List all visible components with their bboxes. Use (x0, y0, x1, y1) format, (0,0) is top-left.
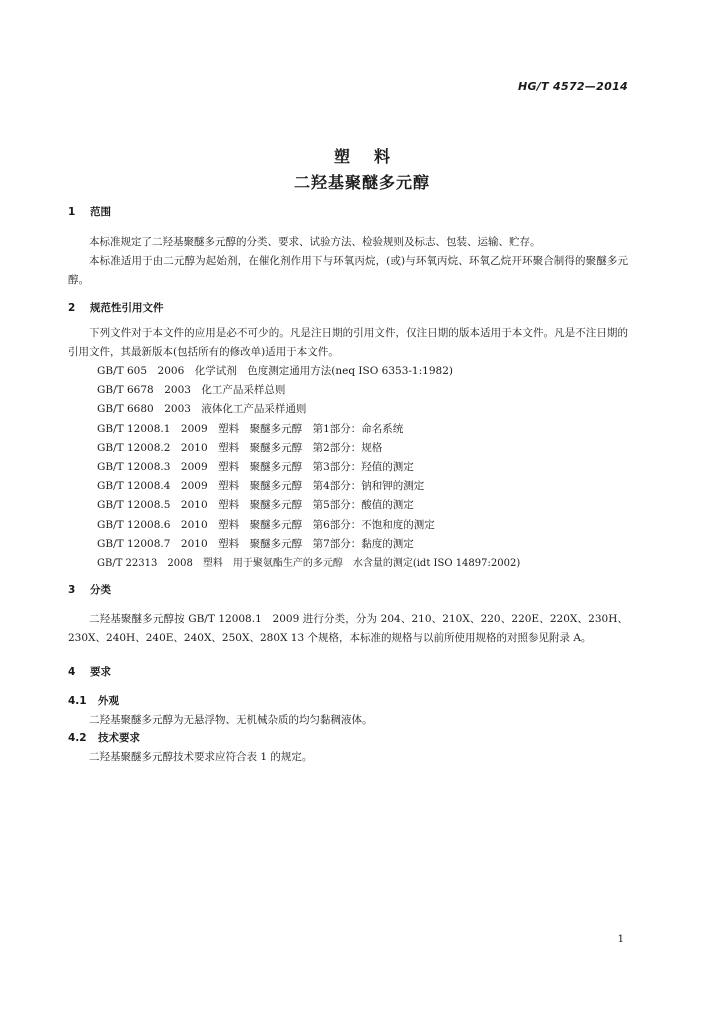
document-body (68, 201, 628, 767)
appearance-paragraph: 二羟基聚醚多元醇为无悬浮物、无机械杂质的均匀黏稠液体。 (89, 714, 373, 727)
section-title: 规范性引用文件 (90, 302, 164, 314)
document-title: 二羟基聚醚多元醇 (293, 173, 430, 192)
section-heading-requirements (68, 665, 628, 679)
subsection-number: 4.2 (68, 732, 87, 745)
section-heading-scope (68, 205, 628, 219)
document-title-category: 塑料 (333, 147, 414, 166)
reference-item: GB/T 12008.4 2009 塑料 聚醚多元醇 第4部分：钠和钾的测定 (97, 480, 425, 493)
reference-item: GB/T 12008.3 2009 塑料 聚醚多元醇 第3部分：羟值的测定 (97, 461, 414, 474)
reference-list (68, 362, 628, 573)
section-title: 范围 (90, 206, 111, 218)
reference-item: GB/T 22313 2008 塑料 用于聚氨酯生产的多元醇 水含量的测定(idt ISO 14897:2002) (97, 558, 521, 570)
reference-item: GB/T 12008.2 2010 塑料 聚醚多元醇 第2部分：规格 (97, 441, 383, 454)
section-number: 1 (68, 206, 76, 218)
standard-code: HG/T 4572—2014 (517, 80, 628, 93)
subsection-number: 4.1 (68, 695, 87, 708)
scope-paragraph: 本标准规定了二羟基聚醚多元醇的分类、要求、试验方法、检验规则及标志、包装、运输、贮存。 (89, 236, 541, 248)
page-number: 1 (617, 934, 624, 945)
section-heading-classification (68, 583, 628, 597)
section-number: 4 (68, 666, 76, 679)
reference-item: GB/T 12008.1 2009 塑料 聚醚多元醇 第1部分：命名系统 (97, 422, 404, 435)
section-number: 2 (68, 302, 76, 314)
subsection-heading-appearance (68, 694, 628, 708)
reference-item: GB/T 6680 2003 液体化工产品采样通则 (97, 403, 307, 416)
reference-item: GB/T 12008.5 2010 塑料 聚醚多元醇 第5部分：酸值的测定 (97, 499, 414, 512)
technical-requirements-paragraph: 二羟基聚醚多元醇技术要求应符合表 1 的规定。 (89, 751, 313, 764)
reference-item: GB/T 6678 2003 化工产品采样总则 (97, 384, 286, 397)
references-intro: 下列文件对于本文件的应用是必不可少的。凡是注日期的引用文件，仅注日期的版本适用于本文件。凡是不注日期的引用文件，其最新版本(包括所有的修改单)适用于本文件。 (68, 327, 628, 358)
reference-item: GB/T 12008.7 2010 塑料 聚醚多元醇 第7部分：黏度的测定 (97, 537, 414, 550)
scope-paragraph: 本标准适用于由二元醇为起始剂，在催化剂作用下与环氧丙烷，(或)与环氧丙烷、环氧乙烷开环聚合制得的聚醚多元醇。 (68, 255, 628, 286)
section-heading-normative-references (68, 301, 628, 315)
reference-item: GB/T 605 2006 化学试剂 色度测定通用方法(neq ISO 6353-1:1982) (97, 365, 453, 377)
section-title: 分类 (90, 584, 111, 597)
section-number: 3 (68, 584, 76, 597)
subsection-title: 外观 (98, 695, 119, 708)
subsection-title: 技术要求 (98, 732, 140, 745)
reference-item: GB/T 12008.6 2010 塑料 聚醚多元醇 第6部分：不饱和度的测定 (97, 518, 435, 531)
classification-paragraph: 二羟基聚醚多元醇按 GB/T 12008.1 2009 进行分类，分为 204、210、210X、220、220E、220X、230H、230X、240H、240E、240X、250X、280X 13 个规格，本标准的规格与以前所使用规格的对照参见附录 A。 (68, 613, 628, 645)
section-title: 要求 (90, 666, 111, 679)
subsection-heading-technical-requirements (68, 731, 628, 745)
